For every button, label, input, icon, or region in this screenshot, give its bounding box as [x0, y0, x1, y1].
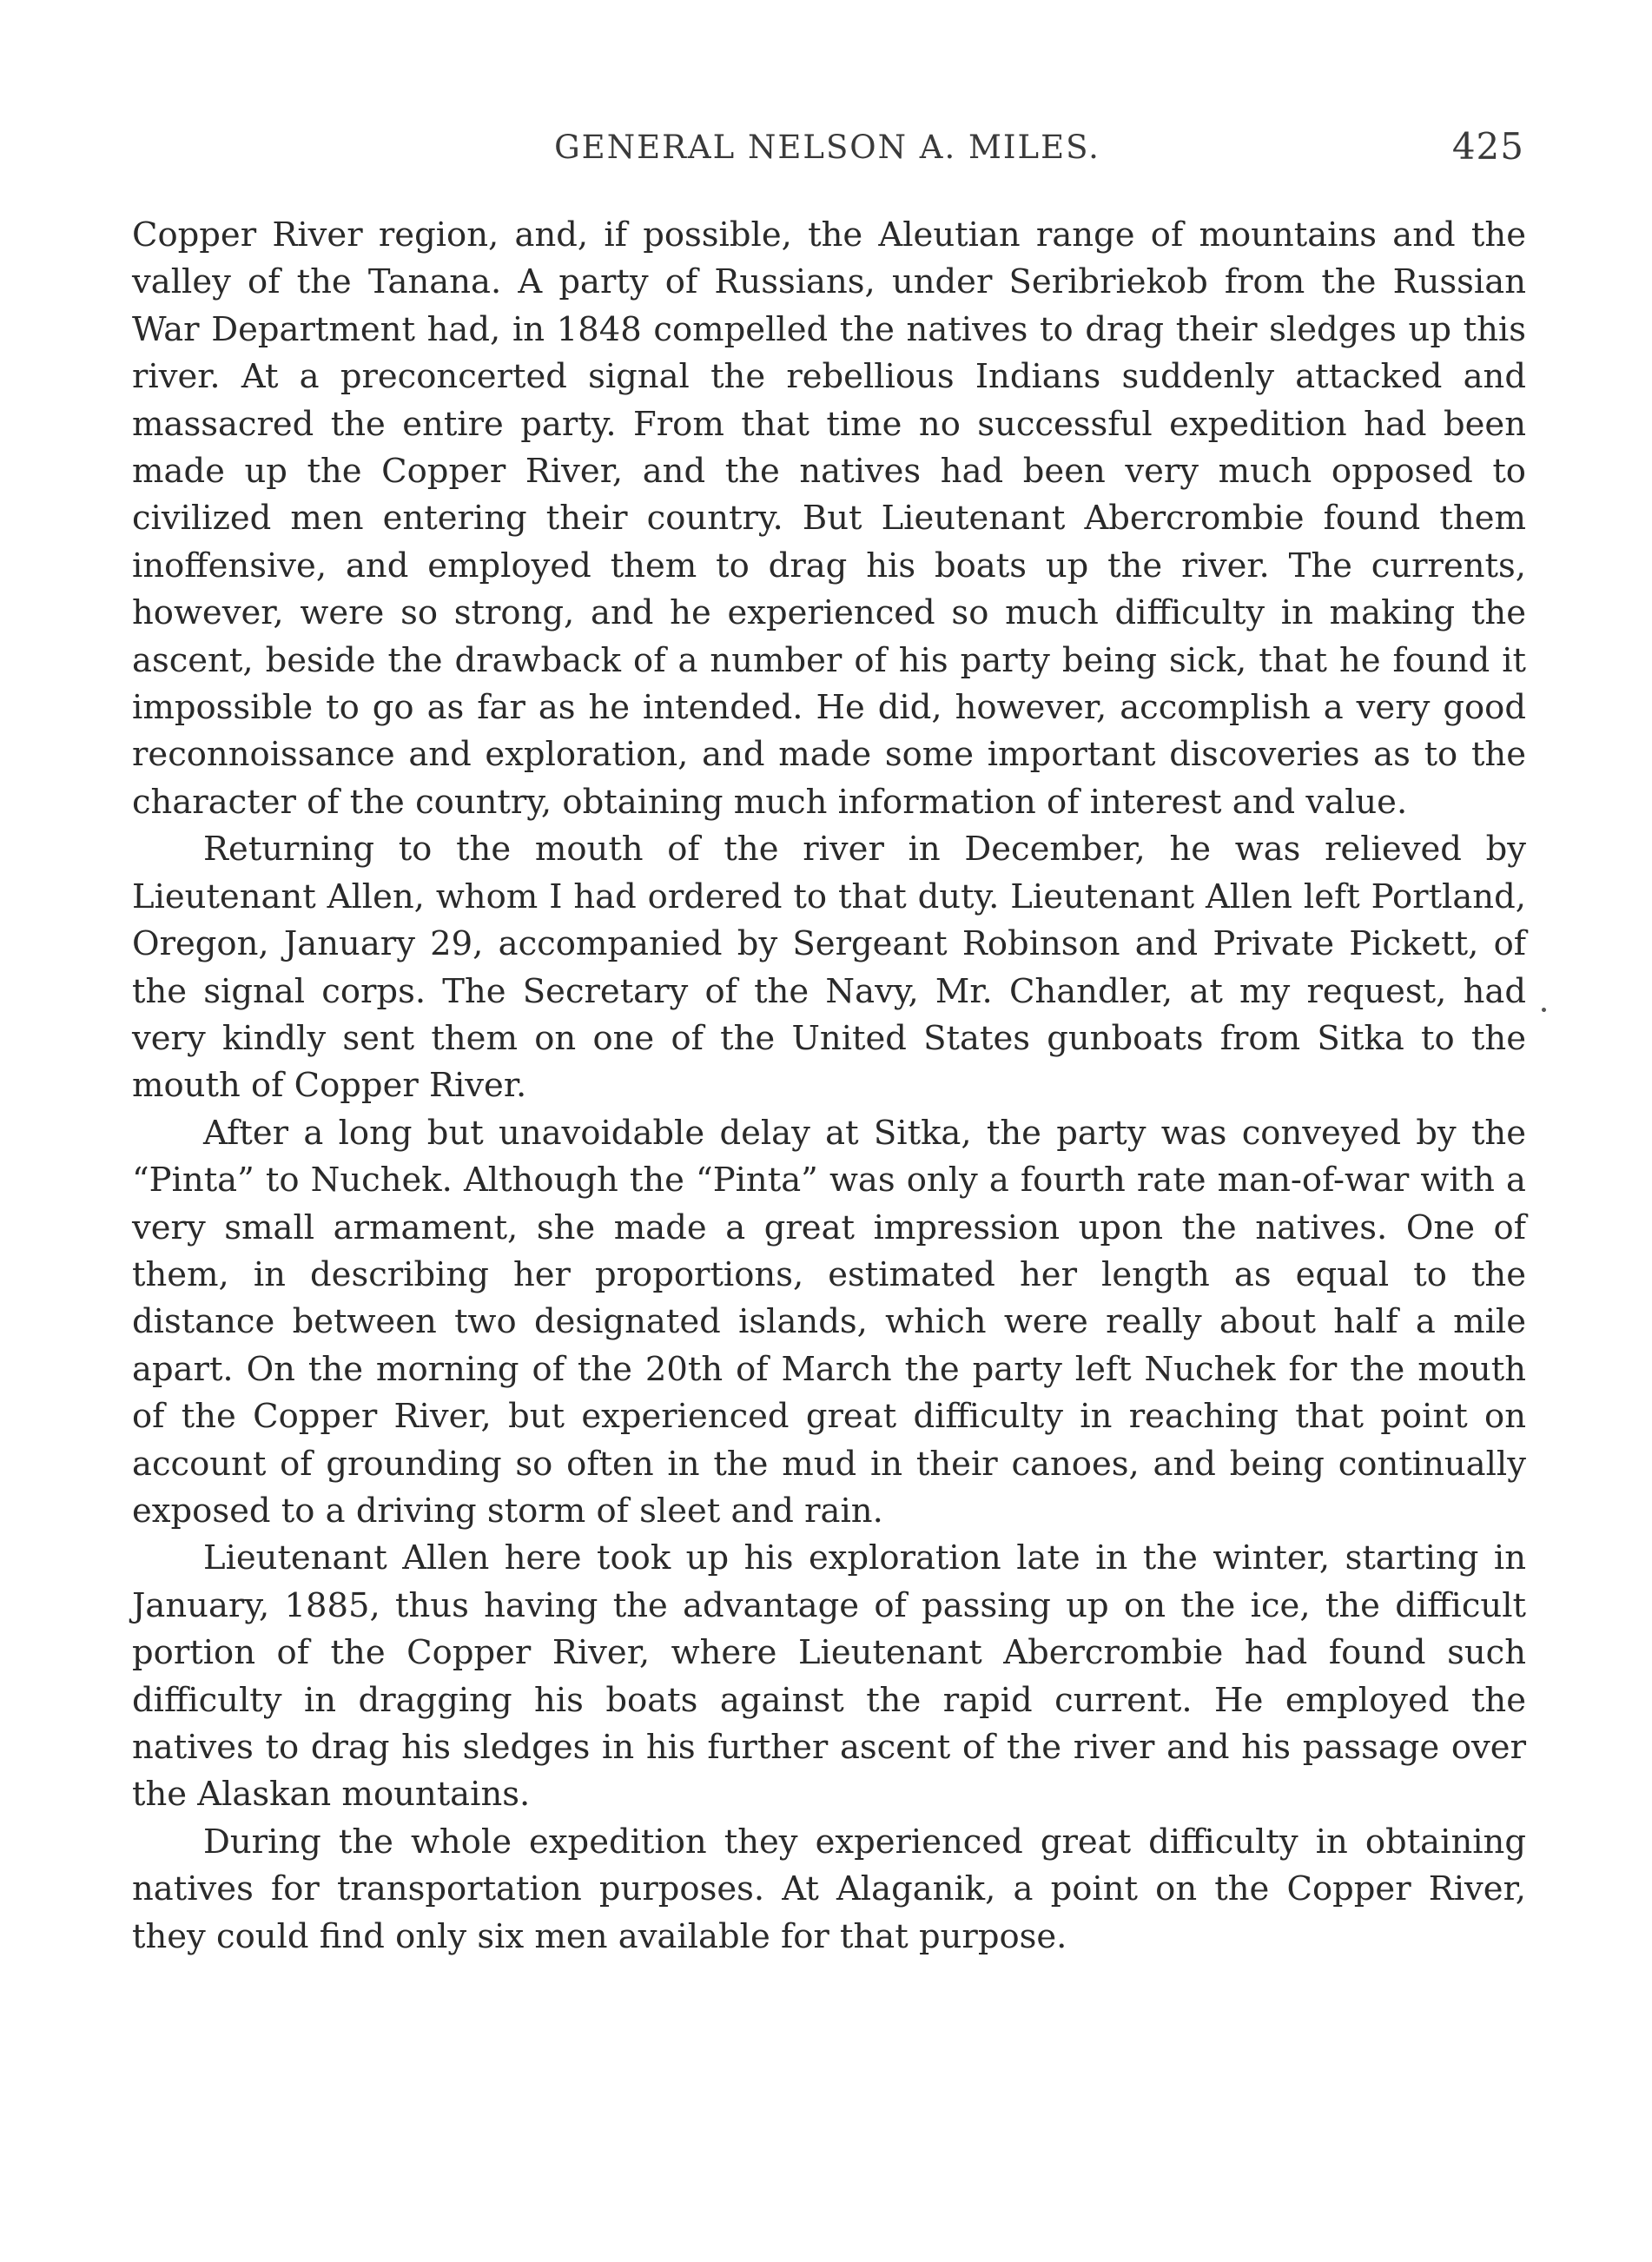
- paragraph-1: Copper River region, and, if possible, the Aleutian range of mountains and the valley of the Tanana. A party of Russians, under Seribriekob from the Russian War Department had, in 1848 compelled the natives to drag their sledges up this river. At a preconcerted signal the rebellious Indians suddenly attacked and massacred the entire party. From that time no successful expedition had been made up the Copper River, and the natives had been very much opposed to civilized men entering their country. But Lieutenant Abercrombie found them inoffensive, and employed them to drag his boats up the river. The currents, however, were so strong, and he experienced so much difficulty in making the ascent, beside the drawback of a number of his party being sick, that he found it impossible to go as far as he intended. He did, however, accomplish a very good reconnoissance and exploration, and made some important discoveries as to the character of the country, obtaining much information of interest and value.: [132, 215, 1526, 822]
- paragraph-3: After a long but unavoidable delay at Sitka, the party was conveyed by the “Pinta” to Nuchek. Although the “Pinta” was only a fourth rate man-of-war with a very small armament, she made a great impression upon the natives. One of them, in describing her proportions, estimated her length as equal to the distance between two designated islands, which were really about half a mile apart. On the morning of the 20th of March the party left Nuchek for the mouth of the Copper River, but experienced great difficulty in reaching that point on account of grounding so often in the mud in their canoes, and being continually exposed to a driving storm of sleet and rain.: [132, 1113, 1526, 1531]
- paragraph-2: Returning to the mouth of the river in December, he was relieved by Lieutenant Allen, whom I had ordered to that duty. Lieutenant Allen left Portland, Oregon, January 29, accompanied by Sergeant Robinson and Private Pickett, of the signal corps. The Secretary of the Navy, Mr. Chandler, at my request, had very kindly sent them on one of the United States gunboats from Sitka to the mouth of Copper River.: [132, 830, 1526, 1106]
- ink-speck: [1542, 1008, 1546, 1012]
- running-head: [130, 125, 1524, 177]
- paragraph-5: During the whole expedition they experienced great difficulty in obtaining natives for transportation purposes. At Alaganik, a point on the Copper River, they could find only six men available for that purpose.: [132, 1822, 1526, 1956]
- body-text: [132, 212, 1526, 1961]
- running-title: GENERAL NELSON A. MILES.: [554, 129, 1100, 166]
- paragraph-4: Lieutenant Allen here took up his exploration late in the winter, starting in January, 1885, thus having the advantage of passing up on the ice, the difficult portion of the Copper River, where Lieutenant Abercrombie had found such difficulty in dragging his boats against the rapid current. He employed the natives to drag his sledges in his further ascent of the river and his passage over the Alaskan mountains.: [132, 1538, 1526, 1815]
- page-number: 425: [1451, 125, 1524, 168]
